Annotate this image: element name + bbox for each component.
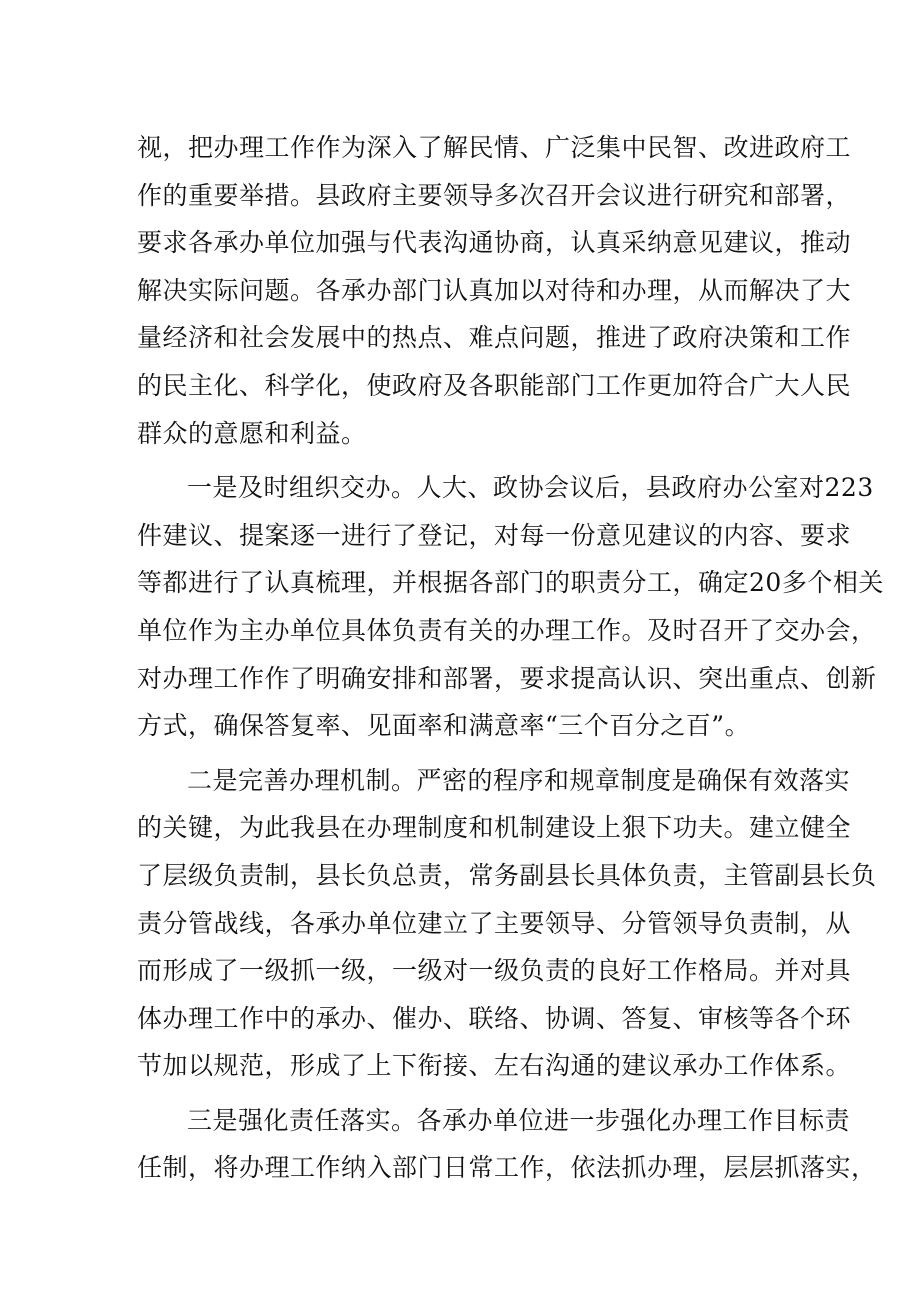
text-line: 作的重要举措。县政府主要领导多次召开会议进行研究和部署，: [137, 180, 852, 210]
paragraph-first-line: 三是强化责任落实。各承办单位进一步强化办理工作目标责: [187, 1105, 851, 1135]
text-line: 等都进行了认真梳理，并根据各部门的职责分工，确定20多个相关: [137, 568, 884, 598]
text-line: 群众的意愿和利益。: [137, 418, 367, 448]
text-line: 的民主化、科学化，使政府及各职能部门工作更加符合广大人民: [137, 370, 852, 400]
text-line: 责分管战线，各承办单位建立了主要领导、分管领导负责制，从: [137, 908, 852, 938]
text-line: 件建议、提案逐一进行了登记，对每一份意见建议的内容、要求: [137, 520, 852, 550]
text-line: 而形成了一级抓一级，一级对一级负责的良好工作格局。并对具: [137, 956, 852, 986]
text-line: 节加以规范，形成了上下衔接、左右沟通的建议承办工作体系。: [137, 1051, 852, 1081]
text-line: 视，把办理工作作为深入了解民情、广泛集中民智、改进政府工: [137, 133, 852, 162]
text-line: 解决实际问题。各承办部门认真加以对待和办理，从而解决了大: [137, 275, 852, 305]
text-line: 单位作为主办单位具体负责有关的办理工作。及时召开了交办会，: [137, 615, 877, 645]
text-line: 体办理工作中的承办、催办、联络、协调、答复、审核等各个环: [137, 1003, 852, 1033]
document-body: [137, 124, 884, 1192]
paragraph-first-line: 一是及时组织交办。人大、政协会议后，县政府办公室对223: [187, 473, 874, 503]
text-line: 了层级负责制，县长负总责，常务副县长具体负责，主管副县长负: [137, 860, 877, 890]
text-line: 任制，将办理工作纳入部门日常工作，依法抓办理，层层抓落实，: [137, 1153, 877, 1183]
text-line: 要求各承办单位加强与代表沟通协商，认真采纳意见建议，推动: [137, 228, 852, 258]
text-line: 量经济和社会发展中的热点、难点问题，推进了政府决策和工作: [137, 323, 852, 353]
text-line: 的关键，为此我县在办理制度和机制建设上狠下功夫。建立健全: [137, 813, 852, 843]
paragraph-first-line: 二是完善办理机制。严密的程序和规章制度是确保有效落实: [187, 765, 851, 795]
text-line: 对办理工作作了明确安排和部署，要求提高认识、突出重点、创新: [137, 663, 877, 693]
text-line: 方式，确保答复率、见面率和满意率“三个百分之百”。: [137, 711, 751, 741]
